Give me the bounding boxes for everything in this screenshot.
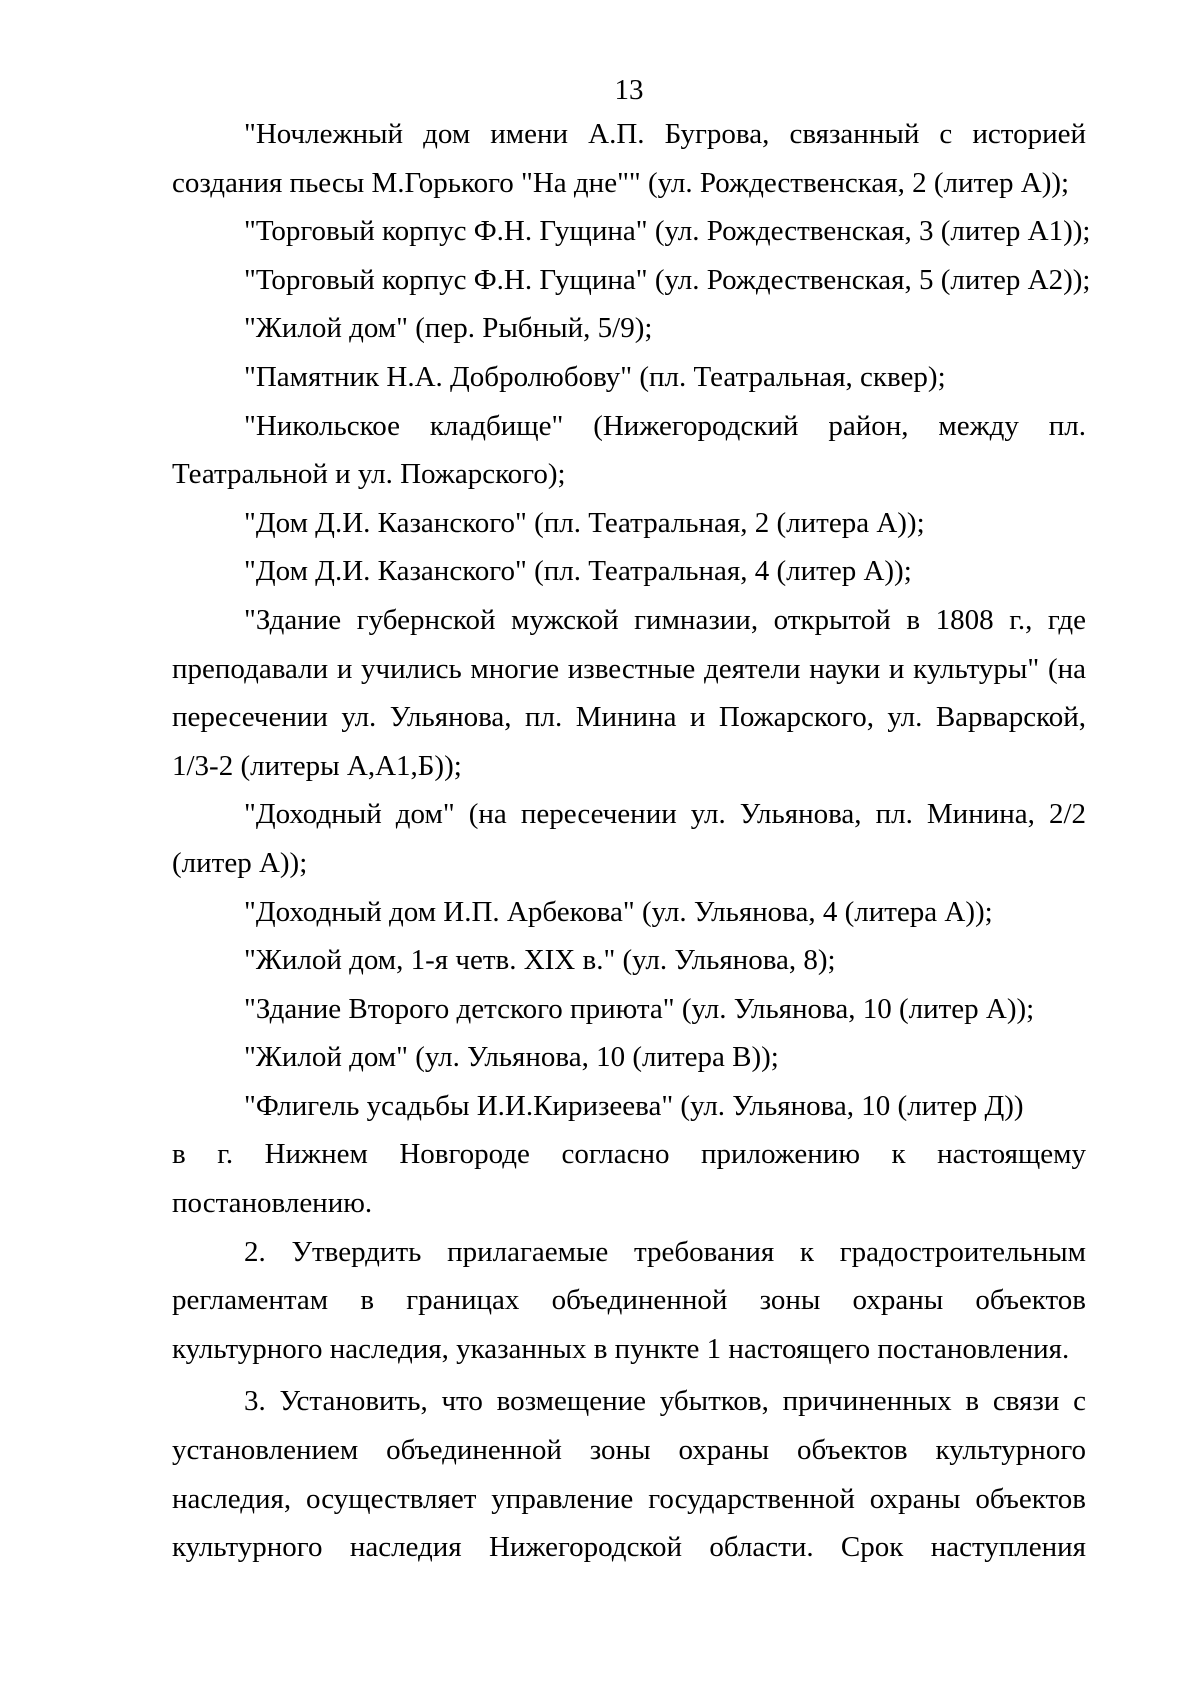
paragraph-kazansky-house-2: "Дом Д.И. Казанского" (пл. Театральная, 2 (литера А)); (244, 506, 925, 539)
paragraph-nikolskoe-cemetery: "Никольское кладбище" (Нижегородский район, между пл. Театральной и ул. Пожарского); (172, 409, 1086, 491)
paragraph-residential-house-8: "Жилой дом, 1-я четв. XIX в." (ул. Ульянова, 8); (244, 944, 836, 977)
paragraph-orphanage: "Здание Второго детского приюта" (ул. Ульянова, 10 (литер А)); (244, 992, 1035, 1025)
paragraph-gushchin-3: "Торговый корпус Ф.Н. Гущина" (ул. Рождественская, 3 (литер А1)); (244, 215, 1091, 248)
paragraph-dobrolyubov-monument: "Памятник Н.А. Добролюбову" (пл. Театральная, сквер); (244, 360, 946, 393)
paragraph-arbekov-house: "Доходный дом И.П. Арбекова" (ул. Ульянова, 4 (литера А)); (244, 895, 993, 928)
paragraph-item-3: 3. Установить, что возмещение убытков, причиненных в связи с установлением объединенной зоны охраны объектов культурного наследия, осуществляет управление государственной охраны объектов культурного наследия Нижегородской области. Срок наступления (172, 1385, 1086, 1564)
paragraph-income-house: "Доходный дом" (на пересечении ул. Ульянова, пл. Минина, 2/2 (литер А)); (172, 798, 1086, 879)
paragraph-bugrov-house: "Ночлежный дом имени А.П. Бугрова, связанный с историей создания пьесы М.Горького "На дне"" (ул. Рождественская, 2 (литер А)); (172, 118, 1086, 199)
paragraph-kirizeev-wing: "Флигель усадьбы И.И.Киризеева" (ул. Ульянова, 10 (литер Д)) (244, 1089, 1024, 1122)
paragraph-gushchin-5: "Торговый корпус Ф.Н. Гущина" (ул. Рождественская, 5 (литер А2)); (244, 263, 1091, 296)
paragraph-kazansky-house-4: "Дом Д.И. Казанского" (пл. Театральная, 4 (литер А)); (244, 555, 912, 588)
paragraph-item-2: 2. Утвердить прилагаемые требования к градостроительным регламентам в границах объединенной зоны охраны объектов культурного наследия, указанных в пункте 1 настоящего постановления. (172, 1235, 1086, 1365)
paragraph-rybny-house: "Жилой дом" (пер. Рыбный, 5/9); (244, 312, 653, 345)
document-body (172, 110, 1091, 1572)
paragraph-nizhny-novgorod-appendix: в г. Нижнем Новгороде согласно приложению к настоящему постановлению. (172, 1138, 1086, 1220)
paragraph-gymnasium: "Здание губернской мужской гимназии, открытой в 1808 г., где преподавали и учились многие известные деятели науки и культуры" (на пересечении ул. Ульянова, пл. Минина и Пожарского, ул. Варварской, 1/3-2 (литеры А,А1,Б)); (172, 603, 1086, 782)
paragraph-residential-house-10: "Жилой дом" (ул. Ульянова, 10 (литера В)); (244, 1041, 779, 1074)
page-number: 13 (614, 74, 644, 106)
document-page (172, 0, 1091, 1697)
